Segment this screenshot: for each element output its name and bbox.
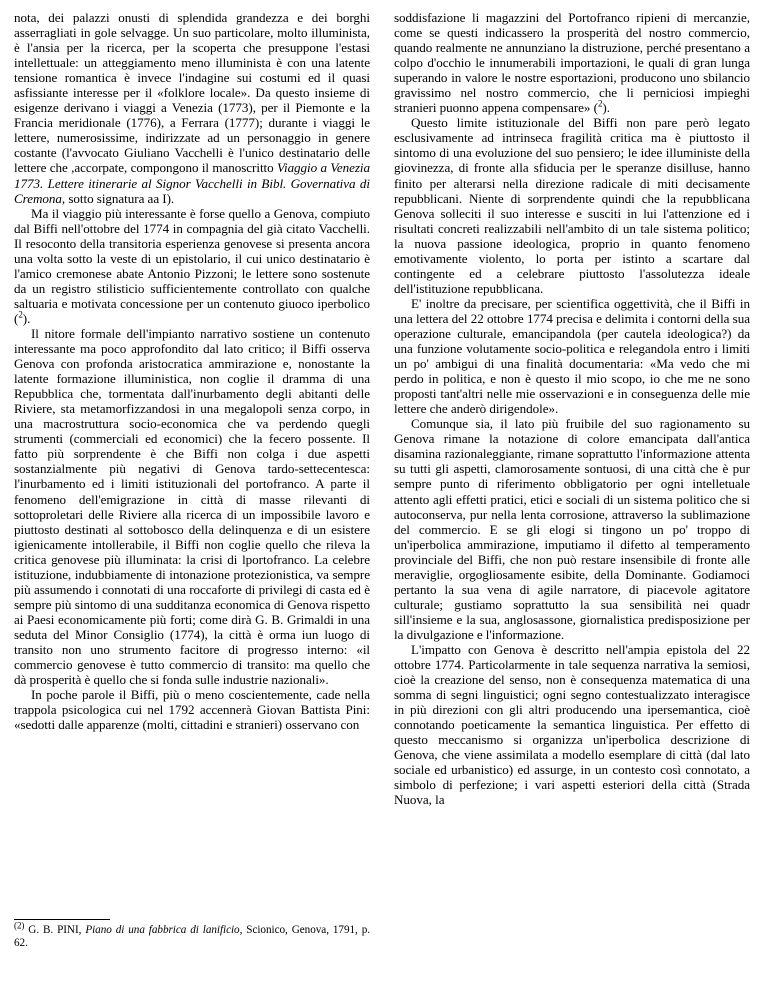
right-column xyxy=(394,10,750,950)
footnote-text: $^{(2)}$ G. B. PINI, Piano di una fabbrica di lanificio, Scionico, Genova, 1791, p. 62. xyxy=(14,919,371,949)
paragraph: E' inoltre da precisare, per scientifica oggettività, che il Biffi in una lettera del 22 ottobre 1774 precisa e delimita i contorni della sua operazione culturale, emancipandola (per cautela ideologica?) da una funzione volutamente socio-politica e relegandola entro i limiti un po' ambigui di una finalità documentaria: «Ma vedo che mi perdo in politica, e non è questo il mio scopo, io che me ne sono proposti tant'altri nelle mie osservazioni e in conseguenza delle mie lettere che anderò dirigendole». xyxy=(394,295,750,417)
footnote-author: G. B. PINI xyxy=(28,923,79,936)
italic-title: Viaggio a Venezia 1773. Lettere itinerarie al Signor Vacchelli in Bibl. Governativa di Cremona xyxy=(14,160,370,206)
left-column-text xyxy=(14,10,370,732)
paragraph: Il nitore formale dell'impianto narrativo sostiene un contenuto interessante ma poco approfondito dal lato critico; il Biffi osserva Genova con profonda aristocratica ammirazione e, nonostante la latente formazione illuministica, non coglie il dramma di una Repubblica che, tormentata dall'inurbamento degli abitanti delle Riviere, sta metamorfizzandosi in una megalopoli senza corpo, in una macrostruttura socio-economica che va perdendo quegli strumenti (commerciali ed economici) che la fecero possente. Il fatto più sorprendente è che Biffi non colga i due aspetti sostanzialmente più negativi di Genova tardo-settecentesca: l'inurbamento ed i limiti istituzionali del portofranco. A parte il fenomeno dell'emigrazione in città di masse rilevanti di sottoproletari delle Riviere alla ricerca di un impossibile lavoro e piuttosto destinati al sottobosco della delinquenza e di un esistere igienicamente intollerabile, il Biffi non coglie quello che rileva la critica genovese più illuminata: la crisi di lportofranco. La celebre istituzione, indubbiamente di intonazione protezionistica, va sempre più assumendo i connotati di una roccaforte di privilegi di casta ed è sempre più sintomo di una sudditanza economica di Genova rispetto ai Paesi economicamente più forti; come dirà G. B. Grimaldi in una seduta del Minor Consiglio (1774), la città è orma iun luogo di transito non uno strumento facitore di progresso interno: «il commercio genovese è tutto commercio di transito: ma quello che dà prosperità è quello che si fonda sulle industrie nazionali». xyxy=(14,325,370,688)
paragraph: Ma il viaggio più interessante è forse quello a Genova, compiuto dal Biffi nell'ottobre del 1774 in compagnia del già citato Vacchelli. Il resoconto della transitoria esperienza genovese si presenta ancora una volta sotto la veste di un epistolario, il cui unico destinatario è l'amico cremonese abate Antonio Pizzoni; le lettere sono sostenute da un registro stilisticio sufficientemente controllato con qualche saltuaria e motivata concessione per un contenuto giuoco iperbolico ($^2$). xyxy=(14,205,370,326)
paragraph: Questo limite istituzionale del Biffi non pare però legato esclusivamente ad intrinseca fragilità critica ma è piuttosto il sintomo di una evoluzione del suo pensiero; le idee illuministe della giovinezza, di fronte alla sfiducia per le speranze disilluse, hanno finito per alterarsi nella direzione radicale di miti decisamente repubblicani. Niente di sorprendente quindi che la repubblicana Genova solleciti il suo interesse e susciti in lui l'attenzione ed i risultati concreti realizzabili nell'ambito di un tale sistema politico; la nuova passione ideologica, proprio in quanto fenomeno emotivamente violento, lo porta per istinto a scartare dal contingente ed a celebrare piuttosto l'assolutezza ideale dell'istituzione repubblicana. xyxy=(394,115,750,296)
footnote-divider xyxy=(14,919,110,920)
footnote-title: Piano di una fabbrica di lanificio xyxy=(85,923,240,936)
footnote-marker: 2 xyxy=(18,309,23,320)
paragraph: In poche parole il Biffi, più o meno coscientemente, cade nella trappola psicologica cui nel 1792 accennerà Giovan Battista Pini: «sedotti dalle apparenze (molti, cittadini e stranieri) osservano con xyxy=(14,687,370,733)
left-column xyxy=(14,10,370,950)
paragraph: soddisfazione li magazzini del Portofranco ripieni di mercanzie, come se questi indicassero la prosperità del nostro commercio, quando realmente ne annunziano la distruzione, perché presentano a colpo d'occhio le innumerabili importazioni, le quali di gran lunga superando in valore le nostre esportazioni, producono uno sbilancio gravissimo nel nostro commercio, che li perniciosi impieghi stranieri puonno appena compensare» ($^2$). xyxy=(394,10,750,116)
footnote-number: (2) xyxy=(14,919,25,930)
right-column-text xyxy=(394,10,750,807)
two-column-layout xyxy=(14,10,766,950)
paragraph: L'impatto con Genova è descritto nell'ampia epistola del 22 ottobre 1774. Particolarmente in tale sequenza narrativa la semiosi, cioè la creazione del senso, non è consequenza matematica di una somma di segni linguistici; ogni segno contestualizzato interagisce in più direzioni con gli altri producendo una ipersemantica, cioè connotando poeticamente la semantica linguistica. Per effetto di questo meccanismo si organizza un'iperbolica descrizione di Genova, che viene assimilata a modello esemplare di città (dal lato sociale ed urbanistico) ed assurge, in un contesto così connotato, a simbolo di perfezione; i vari aspetti esteriori della città (Strada Nuova, la xyxy=(394,641,750,808)
footnote-block xyxy=(14,912,370,950)
footnote-marker: 2 xyxy=(597,98,603,109)
paragraph: Comunque sia, il lato più fruibile del suo ragionamento su Genova rimane la notazione di colore emancipata dall'antica disamina razionaleggiante, rimane soprattutto l'informazione attenta su tutti gli aspetti, clamorosamente sontuosi, di una città che è pur sempre punto di riferimento obbligatorio per ogni intelletuale attento agli effetti pratici, etici e sociali di un sistema politico che si autoconserva, pur nella lenta corrosione, attraverso la sublimazione del commercio. E se gli elogi si tingono un po' troppo di un'iperbolica ammirazione, imputiamo il difetto al temperamento provinciale del Biffi, che non può restare insensibile di fronte alle meraviglie, orgogliosamente esibite, della Dominante. Godiamoci pertanto la sua vena di agile narratore, di piacevole agitatore culturale; gustiamo soprattutto la sua sensibilità nei quadr sill'insieme e la sua, anglosassone, giornalistica predisposizione per la divulgazione e l'informazione. xyxy=(394,416,750,642)
paragraph: nota, dei palazzi onusti di splendida grandezza e dei borghi asserragliati in gole selvagge. Un suo particolare, molto illuminista, è l'ansia per la ricerca, per la scoperta che presuppone l'estasi intellettuale: un atteggiamento meno illuminista è con una latente tensione romantica è invece l'indagine sui costumi ed il quasi asfissiante interesse per il «folklore locale». Da questo insieme di esigenze derivano i viaggi a Venezia (1773), per il Piemonte e la Francia meridionale (1776), a Ferrara (1777); durante i viaggi le lettere, numerosissime, indirizzate ad un personaggio in genere costante (l'avvocato Giuliano Vacchelli è l'unico destinatario delle lettere che ,accorpate, compongono il manoscritto Viaggio a Venezia 1773. Lettere itinerarie al Signor Vacchelli in Bibl. Governativa di Cremona, sotto signatura aa I). xyxy=(14,10,370,206)
